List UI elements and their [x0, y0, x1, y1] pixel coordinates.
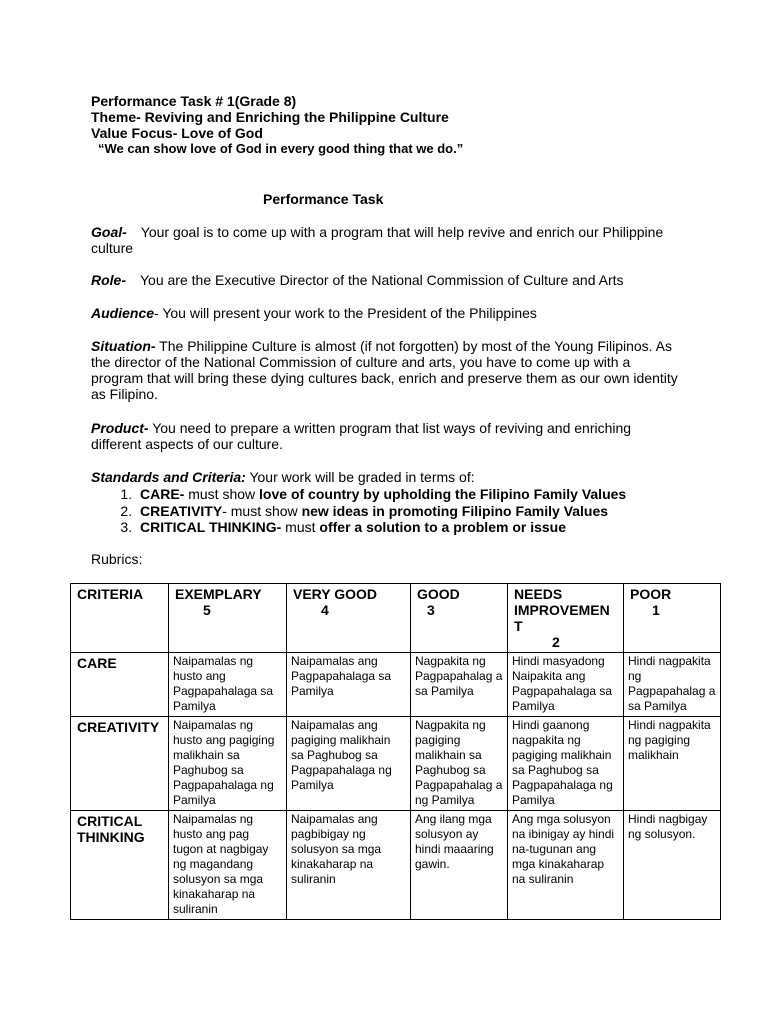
value-focus-line: Value Focus- Love of God — [91, 125, 263, 141]
standards-label: Standards and Criteria: — [91, 469, 246, 485]
header-label: NEEDS IMPROVEMEN T — [514, 586, 610, 634]
rubric-row-creativity — [71, 717, 721, 811]
header-label: EXEMPLARY — [175, 586, 262, 602]
rubrics-label: Rubrics: — [91, 551, 143, 567]
goal-label: Goal- — [91, 224, 127, 240]
role-paragraph — [91, 272, 681, 288]
criteria-connector: must — [281, 519, 320, 535]
rubric-row-care — [71, 653, 721, 717]
rubric-cell: Hindi nagbigay ng solusyon. — [624, 811, 721, 920]
product-text: You need to prepare a written program that list ways of reviving and enriching different aspects of our culture. — [91, 420, 632, 452]
rubric-cell: Hindi gaanong nagpakita ng pagiging malikhain sa Paghubog sa Pagpapahalaga ng Pamilya — [508, 717, 624, 811]
criteria-list — [91, 486, 736, 536]
criteria-name: CARE- — [140, 486, 185, 502]
criteria-name: CREATIVITY — [140, 502, 223, 519]
rubric-cell: Naipamalas ang pagbibigay ng solusyon sa mga kinakaharap na suliranin — [287, 811, 411, 920]
header-score: 4 — [321, 602, 329, 618]
criterion-cell: CRITICAL THINKING — [71, 811, 169, 920]
rubric-cell: Hindi masyadong Naipakita ang Pagpapahalaga sa Pamilya — [508, 653, 624, 717]
criterion-cell: CREATIVITY — [71, 717, 169, 811]
rubric-cell: Naipamalas ng husto ang pagiging malikhain sa Paghubog sa Pagpapahalaga ng Pamilya — [169, 717, 287, 811]
rubric-row-critical-thinking — [71, 811, 721, 920]
rubric-cell: Nagpakita ng Pagpapahalag a sa Pamilya — [411, 653, 508, 717]
audience-label: Audience — [91, 305, 155, 321]
product-paragraph — [91, 420, 681, 452]
rubric-cell: Naipamalas ng husto ang pag tugon at nagbigay ng magandang solusyon sa mga kinakaharap na suliranin — [169, 811, 287, 920]
rubric-cell: Ang ilang mga solusyon ay hindi maaaring gawin. — [411, 811, 508, 920]
criteria-name: CRITICAL THINKING- — [140, 519, 282, 535]
header-exemplary — [169, 584, 287, 653]
standards-paragraph — [91, 469, 681, 485]
rubric-table — [70, 583, 721, 920]
header-score: 1 — [652, 602, 660, 618]
rubric-cell: Hindi nagpakita ng pagiging malikhain — [624, 717, 721, 811]
role-label: Role- — [91, 272, 126, 288]
rubric-header-row — [71, 584, 721, 653]
audience-text: - You will present your work to the President of the Philippines — [154, 305, 537, 321]
audience-paragraph — [91, 305, 681, 321]
theme-line: Theme- Reviving and Enriching the Philippine Culture — [91, 109, 449, 125]
criteria-detail: offer a solution to a problem or issue — [319, 519, 567, 535]
header-poor — [624, 584, 721, 653]
header-label: CRITERIA — [77, 586, 144, 602]
header-score: 2 — [552, 634, 560, 650]
rubric-cell: Naipamalas ng husto ang Pagpapahalaga sa Pamilya — [169, 653, 287, 717]
role-text: You are the Executive Director of the National Commission of Culture and Arts — [140, 272, 624, 288]
goal-text: Your goal is to come up with a program that will help revive and enrich our Philippine culture — [91, 224, 664, 256]
header-score: 3 — [427, 602, 435, 618]
criteria-detail: new ideas in promoting Filipino Family Values — [301, 502, 609, 519]
header-good — [411, 584, 508, 653]
rubric-cell: Ang mga solusyon na ibinigay ay hindi na-tugunan ang mga kinakaharap na suliranin — [508, 811, 624, 920]
header-score: 5 — [203, 602, 211, 618]
header-label: VERY GOOD — [293, 586, 378, 602]
task-title: Performance Task # 1(Grade 8) — [91, 93, 297, 109]
product-label: Product- — [91, 420, 149, 436]
criterion-cell: CARE — [71, 653, 169, 717]
goal-paragraph — [91, 224, 681, 256]
rubric-cell: Nagpakita ng pagiging malikhain sa Paghubog sa Pagpapahalag a ng Pamilya — [411, 717, 508, 811]
rubric-cell: Naipamalas ang pagiging malikhain sa Paghubog sa Pagpapahalaga ng Pamilya — [287, 717, 411, 811]
header-label: POOR — [630, 586, 672, 602]
rubric-cell: Hindi nagpakita ng Pagpapahalag a sa Pamilya — [624, 653, 721, 717]
header-needs-improvement — [508, 584, 624, 653]
criteria-item-creativity — [136, 503, 736, 520]
criteria-connector: - must show — [222, 502, 302, 519]
criteria-detail: love of country by upholding the Filipino Family Values — [259, 486, 627, 502]
standards-text: Your work will be graded in terms of: — [245, 469, 475, 485]
criteria-connector: must show — [184, 486, 260, 502]
rubric-cell: Naipamalas ang Pagpapahalaga sa Pamilya — [287, 653, 411, 717]
situation-text: The Philippine Culture is almost (if not forgotten) by most of the Young Filipinos. As the director of the National Commission of culture and arts, you have to come up with a program that will bring these dying cultures back, enrich and preserve them as our own identity as Filipino. — [91, 338, 678, 402]
header-label: GOOD — [417, 586, 460, 602]
criteria-item-critical-thinking — [136, 519, 736, 536]
section-title: Performance Task — [263, 191, 384, 207]
header-very-good — [287, 584, 411, 653]
quote: “We can show love of God in every good thing that we do.” — [98, 141, 464, 156]
situation-label: Situation- — [91, 338, 156, 354]
criteria-item-care — [136, 486, 736, 503]
header-criteria — [71, 584, 169, 653]
situation-paragraph — [91, 338, 681, 402]
